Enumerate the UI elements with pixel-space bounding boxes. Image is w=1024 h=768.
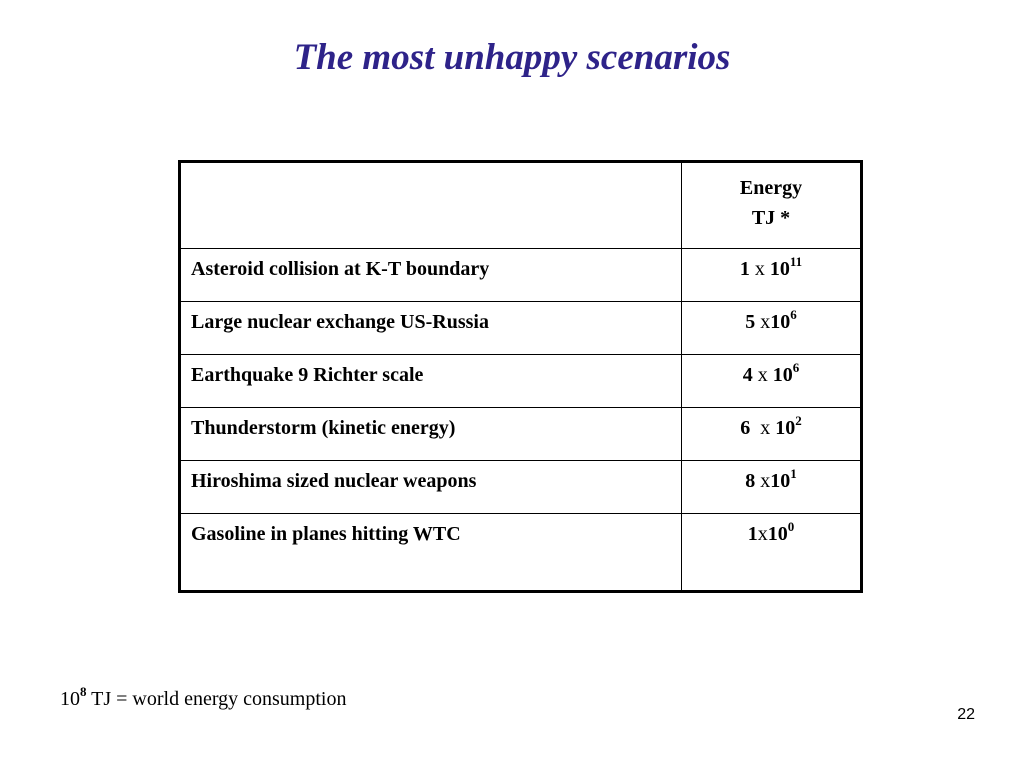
scenario-label: Large nuclear exchange US-Russia	[180, 302, 682, 355]
energy-table	[178, 160, 863, 593]
scenario-label: Thunderstorm (kinetic energy)	[180, 408, 682, 461]
energy-value: 6 x $10^2$	[682, 408, 862, 461]
scenario-label: Hiroshima sized nuclear weapons	[180, 461, 682, 514]
table-row	[180, 461, 862, 514]
table-row	[180, 355, 862, 408]
energy-value: 5 $x10^6$	[682, 302, 862, 355]
header-label-cell	[180, 162, 682, 249]
table-header-row	[180, 162, 862, 249]
page-number: 22	[957, 706, 975, 723]
scenario-label: Asteroid collision at K-T boundary	[180, 249, 682, 302]
energy-value: 4 x $10^6$	[682, 355, 862, 408]
header-value-cell	[682, 162, 862, 249]
table-row	[180, 408, 862, 461]
energy-header: Energy	[739, 177, 803, 199]
unit-header: TJ *	[751, 207, 791, 229]
footnote: $10^8$ TJ = world energy consumption	[60, 684, 347, 710]
scenario-label: Earthquake 9 Richter scale	[180, 355, 682, 408]
table-row	[180, 302, 862, 355]
energy-value: $1x10^0$	[682, 514, 862, 592]
slide-title: The most unhappy scenarios	[293, 37, 731, 78]
table-row	[180, 514, 862, 592]
table-row	[180, 249, 862, 302]
energy-value: 1 x $10^{11}$	[682, 249, 862, 302]
scenario-label: Gasoline in planes hitting WTC	[180, 514, 682, 592]
energy-value: 8 $x10^1$	[682, 461, 862, 514]
